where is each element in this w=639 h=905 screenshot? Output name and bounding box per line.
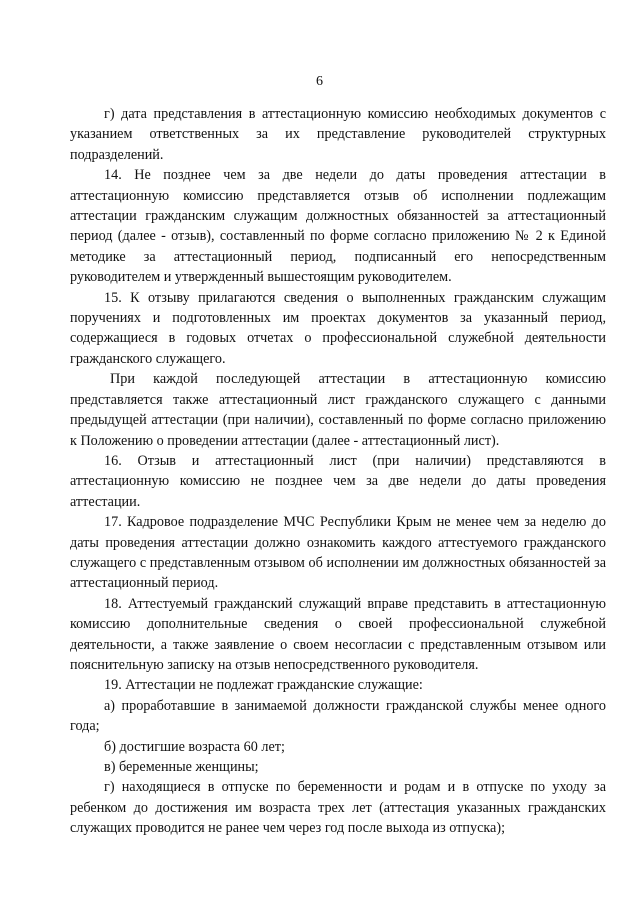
page-number: 6: [316, 74, 323, 89]
list-item-a: а) проработавшие в занимаемой должности гражданской службы менее одного года;: [70, 697, 606, 735]
list-item-g: г) находящиеся в отпуске по беременности и родам и в отпуске по уходу за ребенком до достижения им возраста трех лет (аттестация указанных гражданских служащих проводится не ранее чем через год после выхода из отпуска);: [70, 779, 606, 837]
paragraph-15-attachments: 15. К отзыву прилагаются сведения о выполненных гражданским служащим поручениях и подготовленных им проектах документов за указанный период, содержащиеся в годовых отчетах о профессиональной служебной деятельности гражданского служащего.: [70, 289, 606, 367]
paragraph-item-g-submission-date: г) дата представления в аттестационную комиссию необходимых документов с указанием ответственных за их представление руководителей структурных подразделений.: [70, 106, 606, 163]
list-item-b: б) достигшие возраста 60 лет;: [104, 738, 285, 755]
paragraph-18-additional-info: 18. Аттестуемый гражданский служащий вправе представить в аттестационную комиссию дополнительные сведения о своей профессиональной служебной деятельности, а также заявление о своем несогласии с представленным отзывом или пояснительную записку на отзыв непосредственного руководителя.: [70, 595, 606, 673]
paragraph-17-familiarization: 17. Кадровое подразделение МЧС Республики Крым не менее чем за неделю до даты проведения аттестации должно ознакомить каждого аттестуемого гражданского служащего с представленным отзывом об исполнении им должностных обязанностей за аттестационный период.: [70, 514, 606, 592]
paragraph-16-submission-deadline: 16. Отзыв и аттестационный лист (при наличии) представляются в аттестационную комиссию не позднее чем за две недели до даты проведения аттестации.: [70, 452, 606, 510]
document-body: [70, 104, 606, 839]
paragraph-19-exemptions: 19. Аттестации не подлежат гражданские служащие:: [104, 677, 423, 694]
paragraph-attestation-sheet: При каждой последующей аттестации в аттестационную комиссию представляется также аттестационный лист гражданского служащего с данными предыдущей аттестации (при наличии), составленный по форме согласно приложению к Положению о проведении аттестации (далее - аттестационный лист).: [70, 371, 606, 449]
paragraph-14-review: 14. Не позднее чем за две недели до даты проведения аттестации в аттестационную комиссию представляется отзыв об исполнении подлежащим аттестации гражданским служащим должностных обязанностей за аттестационный период (далее - отзыв), составленный по форме согласно приложению № 2 к Единой методике за аттестационный период, подписанный его непосредственным руководителем и утвержденный вышестоящим руководителем.: [70, 167, 606, 286]
list-item-v: в) беременные женщины;: [104, 759, 259, 775]
